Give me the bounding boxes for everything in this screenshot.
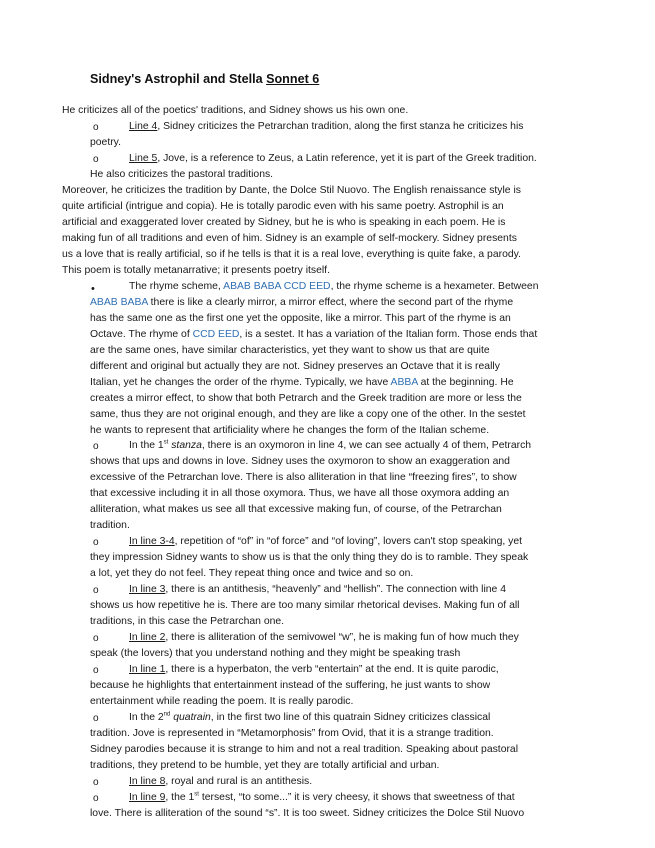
inline2-line: In line 2, there is alliteration of the semivowel “w”, he is making fun of how much they xyxy=(129,632,519,643)
list-marker: o xyxy=(93,537,99,548)
rhyme-line: Italian, yet he changes the order of the rhyme. Typically, we have ABBA at the beginning. He xyxy=(90,377,514,388)
paragraph-line: quite artificial (intrigue and copia). He is totally parodic even with his same poetry. Astrophil is an xyxy=(62,201,504,212)
inline34-line: In line 3-4, repetition of “of” in “of force” and “of loving”, lovers can't stop speaking, yet xyxy=(129,536,522,547)
list-marker: o xyxy=(93,122,99,133)
inline9-line: In line 9, the 1st tersest, “to some...” it is very cheesy, it shows that sweetness of that xyxy=(129,791,515,803)
rhyme-line: he wants to represent that artificiality where he changes the form of the Italian scheme. xyxy=(90,425,490,436)
list-marker: o xyxy=(93,585,99,596)
rhyme-highlight: CCD EED xyxy=(192,329,240,340)
inline3-line: traditions, in this case the Petrarchan one. xyxy=(90,616,285,627)
list-item-line5: Line 5, Jove, is a reference to Zeus, a Latin reference, yet it is part of the Greek tradition. xyxy=(129,153,537,164)
stanza1-line: shows that ups and downs in love. Sidney uses the oxymoron to show an exaggeration and xyxy=(90,456,510,467)
quatrain2-line: In the 2nd quatrain, in the first two line of this quatrain Sidney criticizes classical xyxy=(129,711,491,723)
inline1-line: entertainment while reading the poem. It is really parodic. xyxy=(90,696,354,707)
paragraph-line: Moreover, he criticizes the tradition by Dante, the Dolce Stil Nuovo. The English renaissance style is xyxy=(62,185,521,196)
list-marker: o xyxy=(93,713,99,724)
quatrain2-line: Sidney parodies because it is strange to him and not a real tradition. Speaking about pastoral xyxy=(90,744,519,755)
inline34-line: they impression Sidney wants to show us is that the only thing they do is to ramble. They speak xyxy=(90,552,529,563)
rhyme-line: creates a mirror effect, to show that both Petrarch and the Greek tradition are more or less the xyxy=(90,393,522,404)
stanza1-line: tradition. xyxy=(90,520,130,531)
list-marker: o xyxy=(93,633,99,644)
paragraph-line: This poem is totally metanarrative; it presents poetry itself. xyxy=(62,265,330,276)
inline3-line: shows us how repetitive he is. There are too many similar rhetorical devises. Making fun of all xyxy=(90,600,520,611)
stanza1-line: In the 1st stanza, there is an oxymoron in line 4, we can see actually 4 of them, Petrarch xyxy=(129,439,532,451)
quatrain2-line: traditions, they pretend to be humble, yet they are totally artificial and urban. xyxy=(90,760,440,771)
rhyme-line: Octave. The rhyme of CCD EED, is a sestet. It has a variation of the Italian form. Those ends that xyxy=(90,329,538,340)
inline1-line: In line 1, there is a hyperbaton, the verb “entertain” at the end. It is quite parodic, xyxy=(129,664,499,675)
list-marker: o xyxy=(93,441,99,452)
intro-line: He criticizes all of the poetics' traditions, and Sidney shows us his own one. xyxy=(62,105,409,116)
stanza1-line: that excessive including it in all those oxymora. Thus, we have all those oxymora adding an xyxy=(90,488,510,499)
rhyme-highlight: ABBA xyxy=(390,377,418,388)
inline3-line: In line 3, there is an antithesis, “heavenly” and “hellish”. The connection with line 4 xyxy=(129,584,506,595)
quatrain2-line: tradition. Jove is represented in “Metamorphosis” from Ovid, that it is a strange tradition. xyxy=(90,728,494,739)
list-item-line4: Line 4, Sidney criticizes the Petrarchan tradition, along the first stanza he criticizes his xyxy=(129,121,524,132)
rhyme-line: same, thus they are not original enough, and they are like a copy one of the other. In the sestet xyxy=(90,409,526,420)
bullet-marker: • xyxy=(91,283,95,295)
rhyme-line: The rhyme scheme, ABAB BABA CCD EED, the rhyme scheme is a hexameter. Between xyxy=(129,281,539,292)
inline34-line: a lot, yet they do not feel. They repeat thing once and twice and so on. xyxy=(90,568,414,579)
inline8-line: In line 8, royal and rural is an antithesis. xyxy=(129,776,313,787)
list-marker: o xyxy=(93,793,99,804)
rhyme-line: has the same one as the first one yet the opposite, like a mirror. This part of the rhyme is an xyxy=(90,313,511,324)
rhyme-line: different and original but actually they are not. Sidney preserves an Octave that it is really xyxy=(90,361,500,372)
stanza1-line: alliteration, what makes us see all that excessive making fun, of course, of the Petrarchan xyxy=(90,504,502,515)
rhyme-line: ABAB BABA there is like a clearly mirror, a mirror effect, where the second part of the rhyme xyxy=(90,297,514,308)
paragraph-line: artificial and exaggerated lover created by Sidney, but he is who is speaking in each poem. He is xyxy=(62,217,506,228)
list-marker: o xyxy=(93,154,99,165)
rhyme-line: are the same ones, have similar characteristics, yet they want to show us that are quite xyxy=(90,345,490,356)
page-title xyxy=(90,72,319,88)
list-marker: o xyxy=(93,777,99,788)
rhyme-scheme-highlight: ABAB BABA CCD EED xyxy=(223,281,331,292)
inline1-line: because he highlights that entertainment instead of the suffering, he just wants to show xyxy=(90,680,491,691)
paragraph-line: us a love that is really artificial, so if he tells is that it is a real love, everything is quite fake, a parody. xyxy=(62,249,521,260)
stanza1-line: excessive of the Petrarchan love. There is also alliteration in that line “freezing fires”, to show xyxy=(90,472,517,483)
inline2-line: speak (the lovers) that you understand nothing and they might be speaking trash xyxy=(90,648,461,659)
rhyme-highlight: ABAB BABA xyxy=(90,297,148,308)
paragraph-line: making fun of all traditions and even of him. Sidney is an example of self-mockery. Sidney presents xyxy=(62,233,517,244)
list-item-cont: poetry. xyxy=(90,137,121,148)
title-text: Sidney's Astrophil and Stella xyxy=(90,72,267,86)
title-sonnet-link: Sonnet 6 xyxy=(266,72,320,86)
list-item-cont: He also criticizes the pastoral traditions. xyxy=(90,169,274,180)
list-marker: o xyxy=(93,665,99,676)
inline9-line: love. There is alliteration of the sound “s”. It is too sweet. Sidney criticizes the Dolce Stil Nuovo xyxy=(90,808,525,819)
